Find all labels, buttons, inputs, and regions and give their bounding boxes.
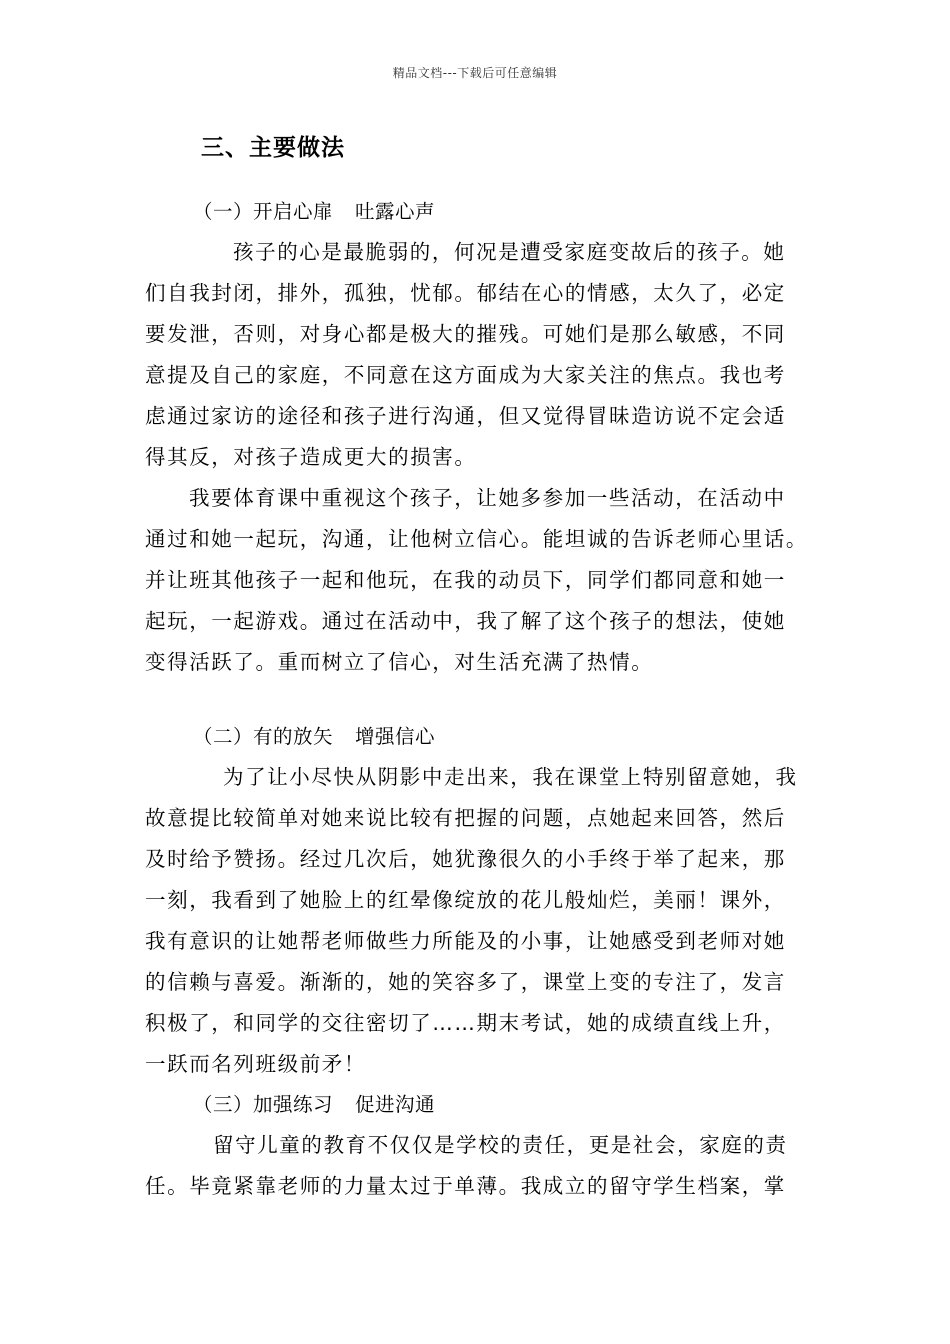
paragraph-4 xyxy=(145,1125,817,1207)
paragraph-line: 得其反，对孩子造成更大的损害。 xyxy=(145,445,477,469)
paragraph-line: 故意提比较简单对她来说比较有把握的问题，点她起来回答，然后 xyxy=(145,806,786,830)
paragraph-line: 任。毕竟紧靠老师的力量太过于单薄。我成立的留守学生档案，掌 xyxy=(145,1174,786,1198)
paragraph-line: 我有意识的让她帮老师做些力所能及的小事，让她感受到老师对她 xyxy=(145,929,786,953)
paragraph-2 xyxy=(145,478,817,683)
paragraph-line: 留守儿童的教育不仅仅是学校的责任，更是社会，家庭的责 xyxy=(213,1133,788,1157)
paragraph-1 xyxy=(145,232,817,478)
paragraph-line: 虑通过家访的途径和孩子进行沟通，但又觉得冒昧造访说不定会适 xyxy=(145,404,786,428)
header-note: 精品文档---下载后可任意编辑 xyxy=(392,66,558,80)
subheading-1 xyxy=(145,192,817,232)
subheading-1-part-a: （一）开启心扉 xyxy=(193,200,334,223)
subheading-3 xyxy=(145,1085,817,1125)
paragraph-line: 要发泄，否则，对身心都是极大的摧残。可她们是那么敏感，不同 xyxy=(145,322,786,346)
document-body xyxy=(145,128,817,1207)
paragraph-3 xyxy=(145,757,817,1085)
subheading-1-part-b: 吐露心声 xyxy=(355,200,436,223)
subheading-2-part-a: （二）有的放矢 xyxy=(193,725,334,748)
subheading-3-part-b: 促进沟通 xyxy=(355,1093,436,1116)
section-title: 三、主要做法 xyxy=(201,135,345,161)
subheading-3-part-a: （三）加强练习 xyxy=(193,1093,334,1116)
paragraph-line: 为了让小尽快从阴影中走出来，我在课堂上特别留意她，我 xyxy=(223,765,798,789)
paragraph-line: 及时给予赞扬。经过几次后，她犹豫很久的小手终于举了起来，那 xyxy=(145,847,786,871)
paragraph-line: 通过和她一起玩，沟通，让他树立信心。能坦诚的告诉老师心里话。 xyxy=(145,527,808,551)
paragraph-line: 起玩，一起游戏。通过在活动中，我了解了这个孩子的想法，使她 xyxy=(145,609,786,633)
paragraph-line: 的信赖与喜爱。渐渐的，她的笑容多了，课堂上变的专注了，发言 xyxy=(145,970,786,994)
paragraph-line: 意提及自己的家庭，不同意在这方面成为大家关注的焦点。我也考 xyxy=(145,363,786,387)
subheading-2-part-b: 增强信心 xyxy=(355,725,436,748)
paragraph-line: 孩子的心是最脆弱的，何况是遭受家庭变故后的孩子。她 xyxy=(233,240,786,264)
paragraph-line: 我要体育课中重视这个孩子，让她多参加一些活动，在活动中 xyxy=(189,486,786,510)
paragraph-line: 们自我封闭，排外，孤独，忧郁。郁结在心的情感，太久了，必定 xyxy=(145,281,786,305)
paragraph-line: 变得活跃了。重而树立了信心，对生活充满了热情。 xyxy=(145,650,654,674)
paragraph-line: 一刻，我看到了她脸上的红晕像绽放的花儿般灿烂，美丽！课外， xyxy=(145,888,786,912)
paragraph-line: 并让班其他孩子一起和他玩，在我的动员下，同学们都同意和她一 xyxy=(145,568,786,592)
subheading-2 xyxy=(145,717,817,757)
blank-line xyxy=(145,683,817,717)
paragraph-line: 积极了，和同学的交往密切了……期末考试，她的成绩直线上升， xyxy=(145,1011,786,1035)
paragraph-line: 一跃而名列班级前矛！ xyxy=(145,1052,366,1076)
